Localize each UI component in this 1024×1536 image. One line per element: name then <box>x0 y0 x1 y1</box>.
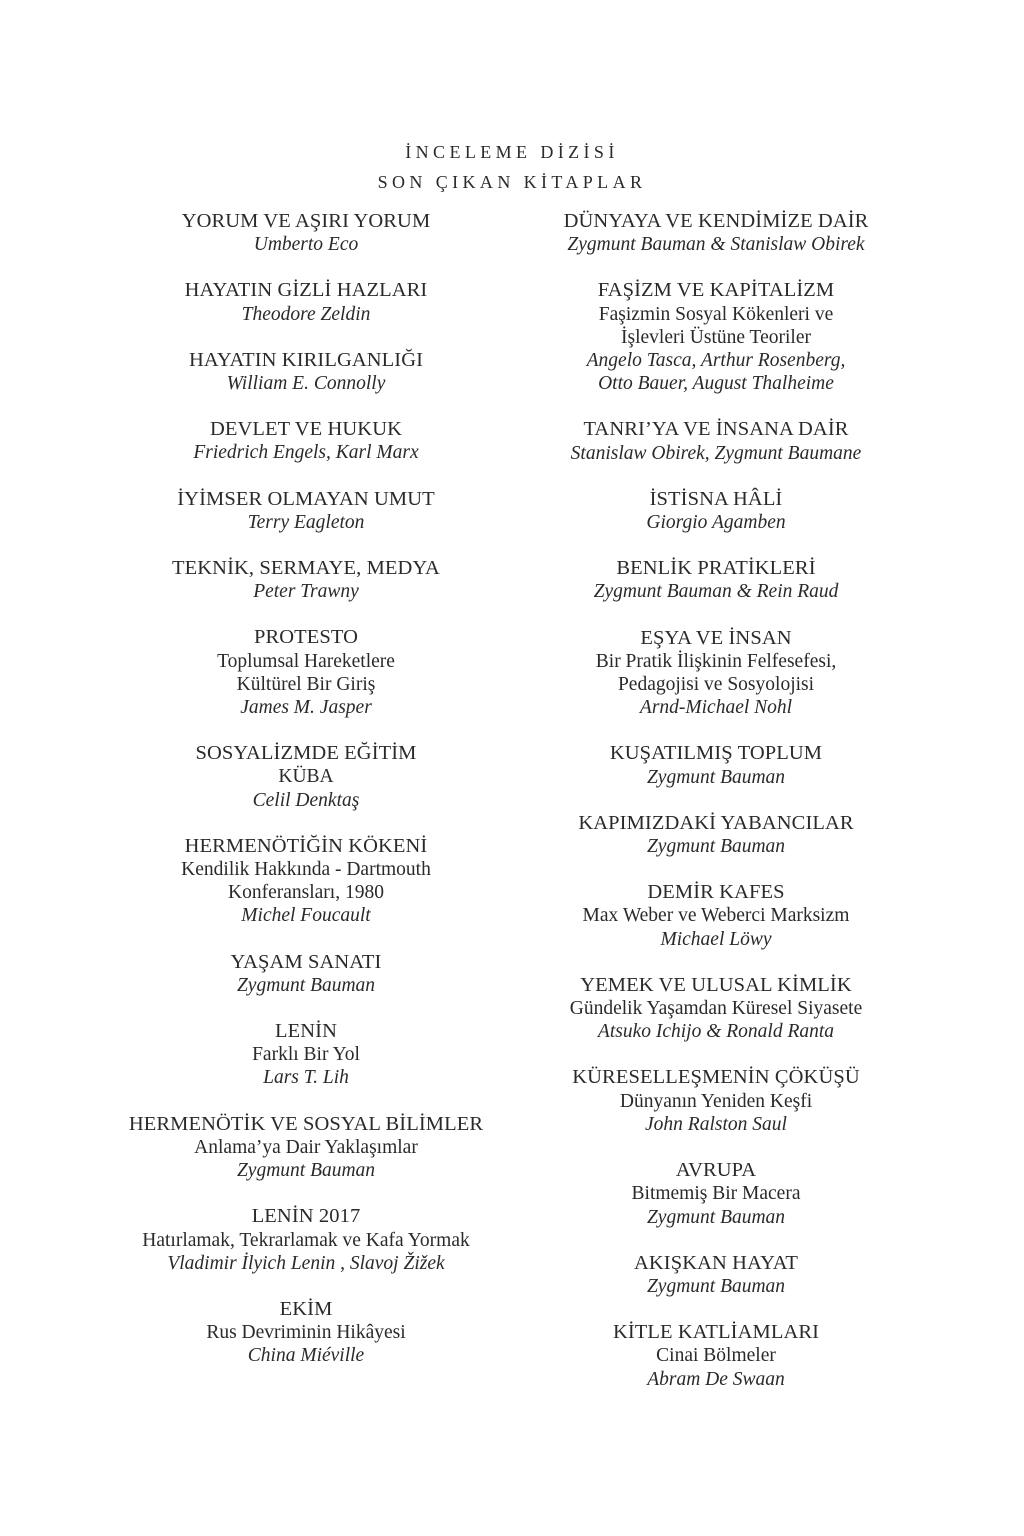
book-author: Michel Foucault <box>241 905 371 927</box>
book-subtitle: Bitmemiş Bir Macera <box>631 1183 801 1205</box>
book-subtitle: Pedagojisi ve Sosyolojisi <box>617 674 815 696</box>
book-author: Zygmunt Bauman <box>236 1160 376 1182</box>
book-title: DEMİR KAFES <box>647 881 785 904</box>
book-entry <box>506 1321 926 1391</box>
left-book-column <box>96 210 516 1391</box>
book-author: Otto Bauer, August Thalheime <box>598 373 834 395</box>
book-entry <box>506 210 926 256</box>
book-entry <box>96 488 516 534</box>
book-author: Zygmunt Bauman <box>646 836 786 858</box>
book-title: HAYATIN GİZLİ HAZLARI <box>184 279 428 302</box>
book-title: AKIŞKAN HAYAT <box>634 1251 798 1274</box>
book-title: FAŞİZM VE KAPİTALİZM <box>597 279 835 302</box>
book-author: Zygmunt Bauman <box>646 766 786 788</box>
book-author: Zygmunt Bauman <box>646 1206 786 1228</box>
book-entry <box>96 1205 516 1275</box>
book-entry <box>96 279 516 325</box>
book-title: PROTESTO <box>253 626 359 649</box>
right-book-column <box>506 210 926 1414</box>
book-title: KUŞATILMIŞ TOPLUM <box>609 742 823 765</box>
book-title: EKİM <box>279 1297 333 1320</box>
book-subtitle: İşlevleri Üstüne Teoriler <box>621 326 811 348</box>
book-title: TEKNİK, SERMAYE, MEDYA <box>172 557 440 580</box>
book-author: James M. Jasper <box>240 697 372 719</box>
book-title: SOSYALİZMDE EĞİTİM <box>195 742 417 765</box>
book-entry <box>506 1066 926 1136</box>
book-entry <box>506 974 926 1044</box>
book-subtitle: Bir Pratik İlişkinin Felfesefesi, <box>595 650 837 672</box>
book-subtitle: Anlama’ya Dair Yaklaşımlar <box>194 1136 418 1158</box>
book-title: DÜNYAYA VE KENDİMİZE DAİR <box>563 210 869 232</box>
book-subtitle: Kendilik Hakkında - Dartmouth <box>181 859 431 881</box>
book-title: YORUM VE AŞIRI YORUM <box>181 210 431 232</box>
book-author: Zygmunt Bauman & Stanislaw Obirek <box>567 234 865 256</box>
book-entry <box>506 627 926 720</box>
book-entry <box>506 418 926 464</box>
book-subtitle: Hatırlamak, Tekrarlamak ve Kafa Yormak <box>142 1229 470 1251</box>
book-title: TANRI’YA VE İNSANA DAİR <box>583 418 849 441</box>
book-title: KİTLE KATLİAMLARI <box>612 1321 820 1344</box>
book-author: Stanislaw Obirek, Zygmunt Baumane <box>570 442 862 464</box>
book-title: EŞYA VE İNSAN <box>640 626 792 649</box>
book-author: Michael Löwy <box>660 928 772 950</box>
book-subtitle: Gündelik Yaşamdan Küresel Siyasete <box>569 998 863 1020</box>
book-title: BENLİK PRATİKLERİ <box>616 557 816 580</box>
book-author: Peter Trawny <box>253 581 359 603</box>
book-title: İSTİSNA HÂLİ <box>649 487 783 510</box>
book-author: William E. Connolly <box>226 373 386 395</box>
book-subtitle: Cinai Bölmeler <box>656 1345 776 1367</box>
book-author: Celil Denktaş <box>252 789 360 811</box>
book-subtitle: Faşizmin Sosyal Kökenleri ve <box>598 303 834 325</box>
book-title: AVRUPA <box>675 1159 757 1182</box>
book-title: LENİN <box>275 1020 337 1043</box>
book-author: Zygmunt Bauman & Rein Raud <box>593 581 839 603</box>
book-subtitle: Dünyanın Yeniden Keşfi <box>619 1090 813 1112</box>
book-author: Lars T. Lih <box>263 1067 349 1089</box>
book-author: Arnd-Michael Nohl <box>639 697 793 719</box>
book-title: KAPIMIZDAKİ YABANCILAR <box>578 811 854 834</box>
book-author: Angelo Tasca, Arthur Rosenberg, <box>586 350 846 372</box>
book-subtitle: Max Weber ve Weberci Marksizm <box>582 905 850 927</box>
book-author: Atsuko Ichijo & Ronald Ranta <box>597 1021 835 1043</box>
book-title: YEMEK VE ULUSAL KİMLİK <box>580 973 852 996</box>
book-entry <box>96 626 516 719</box>
book-entry <box>506 1159 926 1229</box>
book-title: KÜRESELLEŞMENİN ÇÖKÜŞÜ <box>572 1066 860 1089</box>
book-author: China Miéville <box>247 1345 365 1367</box>
book-entry <box>96 557 516 603</box>
book-entry <box>96 210 516 256</box>
book-entry <box>96 418 516 464</box>
book-author: Abram De Swaan <box>647 1368 785 1390</box>
book-entry <box>96 1298 516 1368</box>
book-author: Vladimir İlyich Lenin , Slavoj Žižek <box>167 1252 445 1274</box>
book-subtitle: Toplumsal Hareketlere <box>217 650 395 672</box>
book-author: Zygmunt Bauman <box>646 1275 786 1297</box>
book-entry <box>506 881 926 951</box>
book-author: Giorgio Agamben <box>646 512 786 534</box>
book-author: John Ralston Saul <box>645 1113 787 1135</box>
book-title: HERMENÖTİK VE SOSYAL BİLİMLER <box>128 1112 484 1135</box>
book-entry <box>506 1252 926 1298</box>
book-author: Theodore Zeldin <box>241 303 371 325</box>
book-subtitle: Farklı Bir Yol <box>252 1044 360 1066</box>
book-title: İYİMSER OLMAYAN UMUT <box>177 487 435 510</box>
series-subtitle: SON ÇIKAN KİTAPLAR <box>377 172 647 192</box>
book-entry <box>506 557 926 603</box>
book-author: Zygmunt Bauman <box>236 974 376 996</box>
book-entry <box>506 488 926 534</box>
book-title: YAŞAM SANATI <box>230 950 382 973</box>
book-title: HAYATIN KIRILGANLIĞI <box>188 348 424 371</box>
book-title: LENİN 2017 <box>251 1205 361 1228</box>
book-subtitle: Konferansları, 1980 <box>228 882 384 904</box>
book-entry <box>506 279 926 395</box>
book-subtitle: Rus Devriminin Hikâyesi <box>206 1322 406 1344</box>
book-entry <box>96 1113 516 1183</box>
book-entry <box>506 742 926 788</box>
book-entry <box>96 835 516 928</box>
book-author: Friedrich Engels, Karl Marx <box>193 442 419 464</box>
book-title: HERMENÖTİĞİN KÖKENİ <box>184 834 428 857</box>
book-entry <box>96 349 516 395</box>
page-header <box>0 137 1024 197</box>
book-subtitle: KÜBA <box>278 766 334 788</box>
book-entry <box>96 742 516 812</box>
book-author: Terry Eagleton <box>247 511 365 533</box>
book-author: Umberto Eco <box>253 234 359 256</box>
series-title: İNCELEME DİZİSİ <box>405 142 619 162</box>
book-subtitle: Kültürel Bir Giriş <box>236 673 376 695</box>
book-entry <box>506 812 926 858</box>
book-entry <box>96 951 516 997</box>
book-title: DEVLET VE HUKUK <box>209 418 403 441</box>
book-entry <box>96 1020 516 1090</box>
